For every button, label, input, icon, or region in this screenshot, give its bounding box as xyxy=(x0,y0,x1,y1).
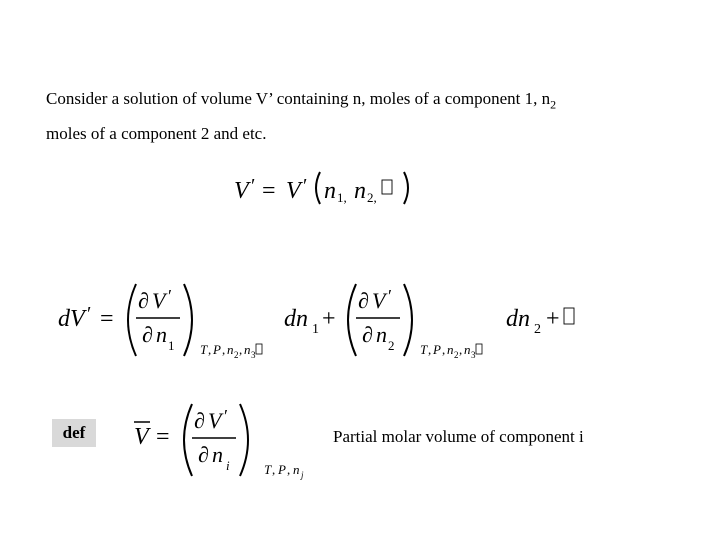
svg-text:2: 2 xyxy=(454,350,459,360)
intro-line-2: moles of a component 2 and etc. xyxy=(46,124,267,144)
svg-text:n: n xyxy=(354,178,366,204)
svg-text:′: ′ xyxy=(388,286,392,306)
svg-text:n: n xyxy=(464,342,471,357)
partial-molar-volume-equation xyxy=(130,400,330,484)
svg-text:2: 2 xyxy=(388,338,395,353)
svg-text:i: i xyxy=(226,458,230,473)
svg-text:1: 1 xyxy=(168,338,175,353)
svg-text:P: P xyxy=(278,462,286,477)
svg-text:n: n xyxy=(376,322,387,347)
svg-text:V: V xyxy=(208,408,222,433)
svg-text:2,: 2, xyxy=(367,190,377,205)
svg-text:P: P xyxy=(213,342,221,357)
svg-text:n: n xyxy=(447,342,454,357)
svg-text:+: + xyxy=(546,306,560,332)
svg-text:,: , xyxy=(272,462,276,477)
svg-text:2: 2 xyxy=(234,350,239,360)
svg-text:n: n xyxy=(244,342,251,357)
svg-text:2: 2 xyxy=(534,322,541,337)
intro-line-1-subscript: 2 xyxy=(550,97,557,112)
svg-text:j: j xyxy=(301,470,304,480)
svg-text:T: T xyxy=(420,342,428,357)
svg-text:′: ′ xyxy=(87,303,92,325)
svg-text:′: ′ xyxy=(224,406,228,426)
svg-text:∂: ∂ xyxy=(194,408,205,433)
svg-text:n: n xyxy=(227,342,234,357)
svg-text:,: , xyxy=(287,462,291,477)
svg-text:n: n xyxy=(324,178,336,204)
svg-text:dn: dn xyxy=(506,306,530,332)
def-label: def xyxy=(52,419,96,447)
svg-text:V: V xyxy=(234,178,249,204)
total-differential-equation xyxy=(56,278,596,368)
svg-text:=: = xyxy=(100,306,114,332)
svg-text:,: , xyxy=(459,342,463,357)
svg-text:P: P xyxy=(433,342,441,357)
svg-text:3: 3 xyxy=(471,350,476,360)
svg-text:∂: ∂ xyxy=(358,288,369,313)
svg-text:,: , xyxy=(208,342,212,357)
svg-text:,: , xyxy=(442,342,446,357)
svg-text:,: , xyxy=(239,342,243,357)
intro-paragraph xyxy=(46,84,686,149)
svg-text:V: V xyxy=(286,178,301,204)
svg-text:V: V xyxy=(372,288,386,313)
svg-text:′: ′ xyxy=(303,175,308,197)
svg-text:,: , xyxy=(428,342,432,357)
svg-text:,: , xyxy=(222,342,226,357)
svg-text:V: V xyxy=(152,288,166,313)
svg-text:′: ′ xyxy=(168,286,172,306)
partial-molar-volume-label: Partial molar volume of component i xyxy=(333,427,584,446)
svg-text:T: T xyxy=(200,342,208,357)
svg-text:′: ′ xyxy=(251,175,256,197)
svg-text:1: 1 xyxy=(312,322,319,337)
svg-text:∂: ∂ xyxy=(198,442,209,467)
svg-text:+: + xyxy=(322,306,336,332)
svg-text:T: T xyxy=(264,462,272,477)
svg-text:n: n xyxy=(212,442,223,467)
svg-text:∂: ∂ xyxy=(362,322,373,347)
intro-line-1: Consider a solution of volume V’ containing n, moles of a component 1, n xyxy=(46,89,551,108)
svg-text:3: 3 xyxy=(251,350,256,360)
svg-text:dn: dn xyxy=(284,306,308,332)
svg-text:dV: dV xyxy=(58,306,85,332)
svg-text:∂: ∂ xyxy=(142,322,153,347)
volume-function-equation xyxy=(228,166,428,210)
svg-text:V: V xyxy=(134,424,149,450)
svg-text:∂: ∂ xyxy=(138,288,149,313)
svg-text:=: = xyxy=(156,424,170,450)
svg-text:n: n xyxy=(293,462,300,477)
svg-text:1,: 1, xyxy=(337,190,347,205)
svg-text:=: = xyxy=(262,178,276,204)
svg-text:n: n xyxy=(156,322,167,347)
